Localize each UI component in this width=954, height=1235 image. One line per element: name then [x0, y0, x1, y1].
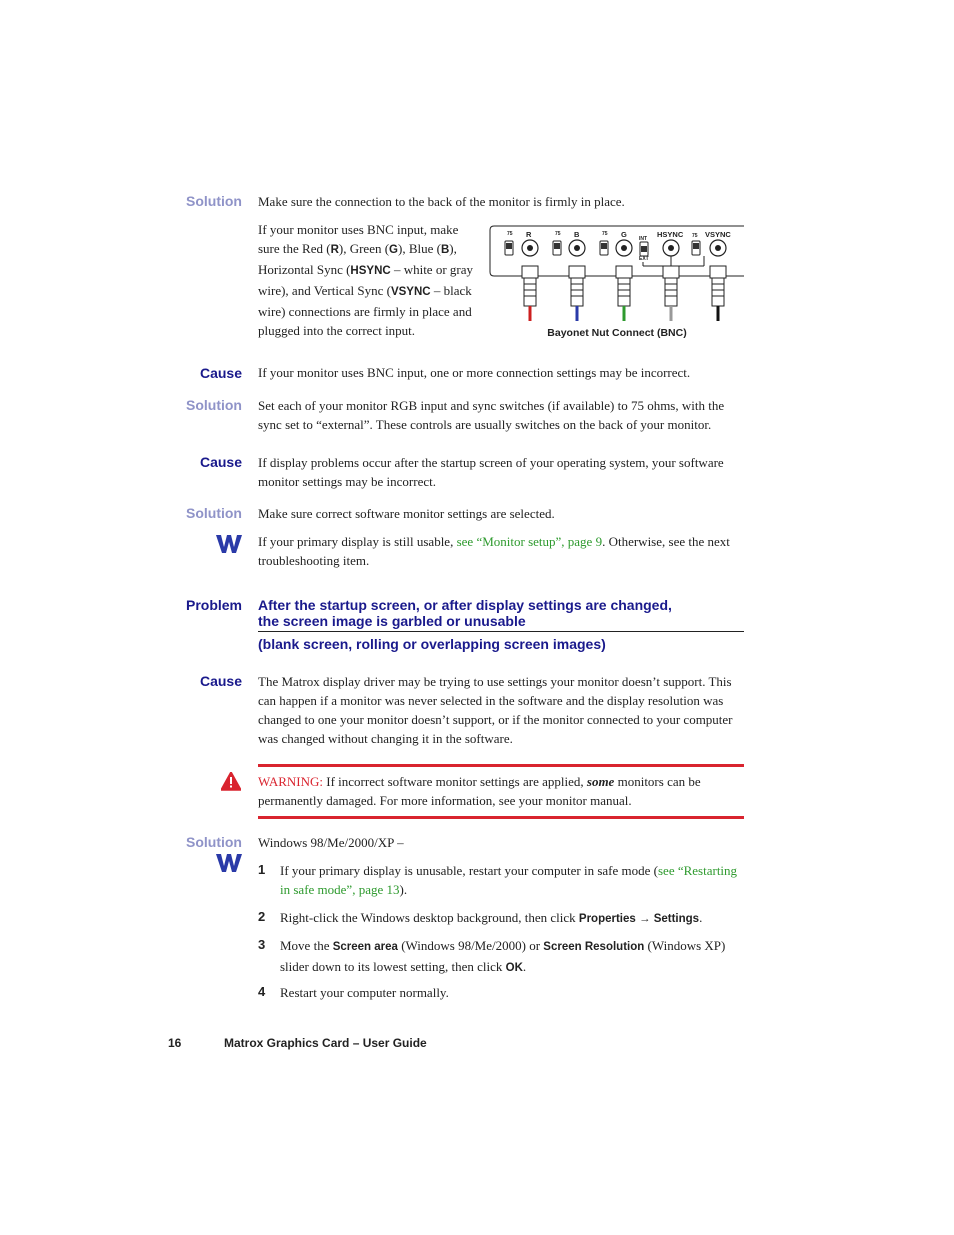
diagram-caption: Bayonet Nut Connect (BNC): [547, 327, 687, 339]
ohm-label: 75: [692, 233, 698, 239]
step-number: 1: [258, 862, 266, 877]
safe-mode-link[interactable]: see “Restarting in safe mode”, page 13: [280, 863, 738, 897]
plug-hsync: [663, 266, 679, 306]
plug-green: [616, 266, 632, 306]
windows-icon: [216, 533, 242, 555]
vsync-label: VSYNC: [705, 230, 731, 239]
problem-label: Problem: [185, 597, 242, 613]
plug-blue: [569, 266, 585, 306]
windows-icon: [216, 852, 242, 874]
solution-label: Solution: [186, 193, 242, 209]
cause-label: Cause: [199, 454, 242, 470]
solution-text: Make sure the connection to the back of the monitor is firmly in place.: [258, 194, 625, 209]
solution-text: Make sure correct software monitor settings are selected.: [258, 506, 555, 521]
cause-label: Cause: [199, 673, 242, 689]
cause-label: Cause: [199, 365, 242, 381]
step-text: Restart your computer normally.: [280, 985, 449, 1000]
cause-text: If your monitor uses BNC input, one or more connection settings may be incorrect.: [258, 365, 691, 380]
footer-title: Matrox Graphics Card – User Guide: [224, 1036, 427, 1050]
step-text: Move the Screen area (Windows 98/Me/2000) or Screen Resolution (Windows XP) slider down to its lowest setting, then click OK.: [280, 938, 726, 974]
solution-detail: If your primary display is still usable, see “Monitor setup”, page 9. Otherwise, see the next troubleshooting item.: [258, 534, 730, 568]
red-label: R: [526, 230, 532, 239]
plug-red: [522, 266, 538, 306]
solution-label: Solution: [186, 834, 242, 850]
step-text: Right-click the Windows desktop background, then click Properties → Settings.: [280, 910, 703, 925]
step-number: 4: [258, 984, 266, 999]
ohm-label: 75: [602, 231, 608, 237]
os-heading: Windows 98/Me/2000/XP –: [258, 835, 404, 850]
ohm-label: 75: [555, 231, 561, 237]
bnc-connector-diagram: [488, 222, 746, 346]
warning-rule-top: [258, 764, 744, 767]
problem-rule: [258, 631, 744, 632]
solution-text: Set each of your monitor RGB input and sync switches (if available) to 75 ohms, with the sync set to “external”. These controls are usually switches on the back of your monitor.: [258, 398, 725, 432]
ohm-label: 75: [507, 231, 513, 237]
step-number: 3: [258, 937, 266, 952]
plug-vsync: [710, 266, 726, 306]
solution-label: Solution: [186, 505, 242, 521]
int-label: INT: [639, 236, 648, 242]
warning-text: WARNING: If incorrect software monitor settings are applied, some monitors can be permanently damaged. For more information, see your monitor manual.: [258, 774, 701, 808]
page-number: 16: [168, 1036, 182, 1050]
warning-icon: [221, 772, 241, 791]
step-text: If your primary display is unusable, restart your computer in safe mode (see “Restarting in safe mode”, page 13).: [280, 863, 738, 897]
green-label: G: [621, 230, 627, 239]
cause-text: If display problems occur after the startup screen of your operating system, your software monitor settings may be incorrect.: [258, 455, 724, 489]
blue-label: B: [574, 230, 580, 239]
warning-label: WARNING:: [258, 774, 323, 789]
solution-label: Solution: [186, 397, 242, 413]
hsync-label: HSYNC: [657, 230, 684, 239]
step-number: 2: [258, 909, 266, 924]
cause-text: The Matrox display driver may be trying to use settings your monitor doesn’t support. This can happen if a monitor was never selected in the software and the display resolution was changed to one your monitor doesn’t support, or if the monitor connected to your computer was changed without changing it in the software.: [258, 674, 733, 746]
monitor-setup-link[interactable]: see “Monitor setup”, page 9: [456, 534, 603, 549]
ext-label: EXT: [639, 256, 649, 262]
warning-rule-bottom: [258, 816, 744, 819]
problem-subheading: (blank screen, rolling or overlapping screen images): [258, 636, 606, 652]
problem-heading: After the startup screen, or after display settings are changed, the screen image is garbled or unusable: [258, 597, 672, 629]
bnc-paragraph: If your monitor uses BNC input, make sure the Red (R), Green (G), Blue (B), Horizontal Sync (HSYNC – white or gray wire), and Vertical Sync (VSYNC – black wire) connections are firmly in place and plugged into the correct input.: [258, 222, 473, 338]
